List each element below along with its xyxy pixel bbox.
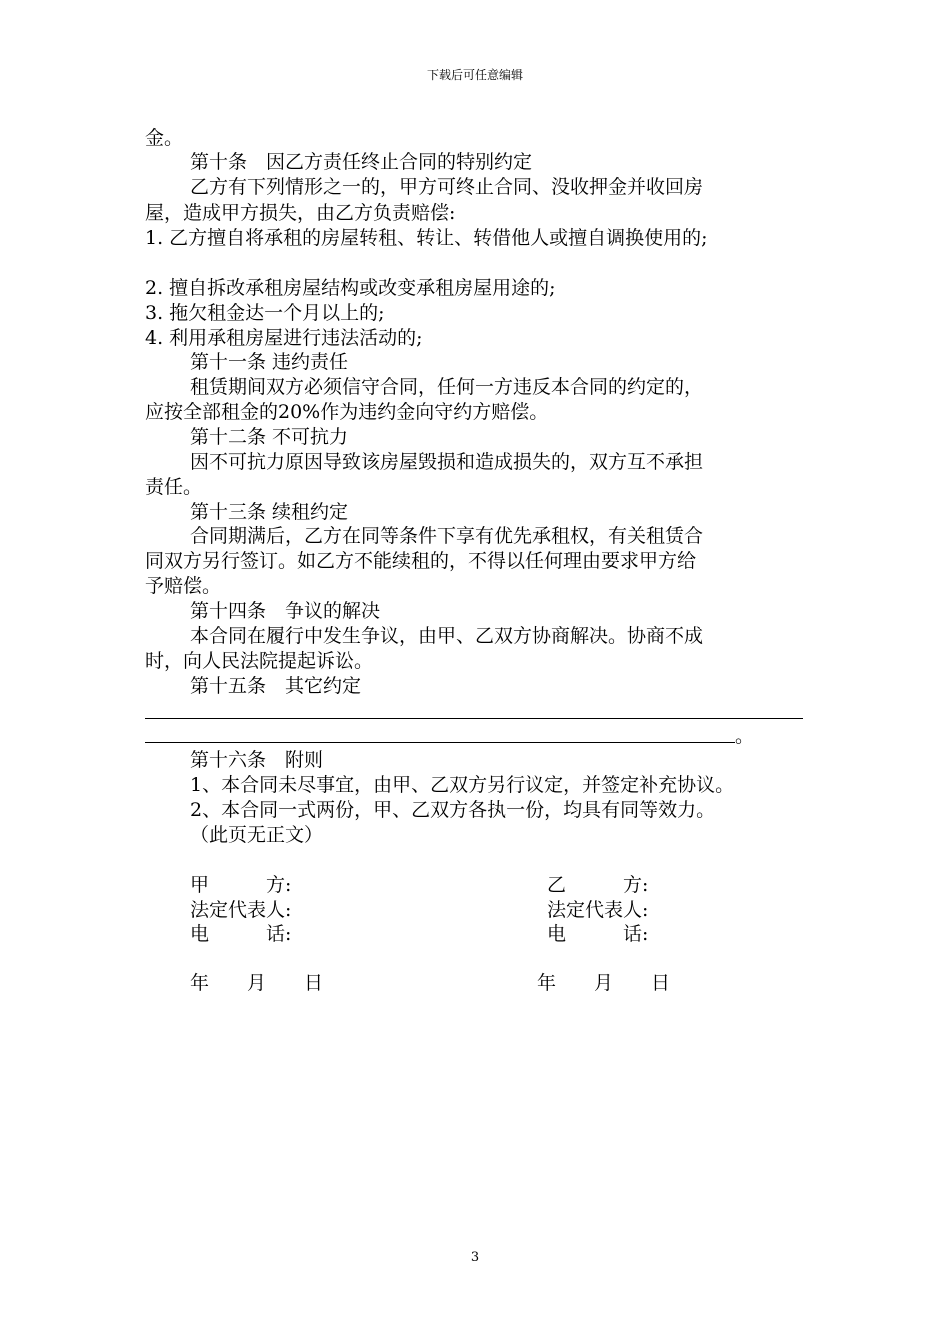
- party-a-phone-label: 电 话:: [190, 923, 292, 945]
- article-13-heading: 第十三条 续租约定: [190, 501, 349, 523]
- text-line: 时，向人民法院提起诉讼。: [145, 650, 374, 672]
- page-header: 下载后可任意编辑: [426, 68, 523, 82]
- party-b-phone-label: 电 话:: [547, 923, 649, 945]
- blank-fill-line: [145, 742, 735, 743]
- party-a-label: 甲 方:: [190, 874, 292, 896]
- no-text-note: （此页无正文）: [190, 824, 324, 846]
- article-14-heading: 第十四条 争议的解决: [190, 600, 381, 622]
- text-line: 金。: [145, 127, 184, 149]
- page-number: 3: [470, 1250, 480, 1265]
- party-a-rep-label: 法定代表人:: [190, 899, 292, 921]
- list-item: 3. 拖欠租金达一个月以上的;: [145, 302, 385, 324]
- blank-fill-line: [145, 718, 803, 719]
- list-item: 4. 利用承租房屋进行违法活动的;: [145, 327, 423, 349]
- party-b-rep-label: 法定代表人:: [547, 899, 649, 921]
- text-line: 应按全部租金的20%作为违约金向守约方赔偿。: [145, 401, 549, 423]
- text-line: 2、本合同一式两份，甲、乙双方各执一份，均具有同等效力。: [190, 799, 716, 821]
- text-line: 予赔偿。: [145, 575, 222, 597]
- list-item: 2. 擅自拆改承租房屋结构或改变承租房屋用途的;: [145, 277, 556, 299]
- party-b-label: 乙 方:: [547, 874, 649, 896]
- article-10-heading: 第十条 因乙方责任终止合同的特别约定: [190, 151, 533, 173]
- text-line: 乙方有下列情形之一的，甲方可终止合同、没收押金并收回房: [190, 176, 704, 198]
- party-b-date-label: 年 月 日: [537, 972, 671, 994]
- party-a-date-label: 年 月 日: [190, 972, 324, 994]
- article-11-heading: 第十一条 违约责任: [190, 351, 349, 373]
- article-12-heading: 第十二条 不可抗力: [190, 426, 349, 448]
- text-line: 同双方另行签订。如乙方不能续租的，不得以任何理由要求甲方给: [145, 550, 697, 572]
- text-line: 屋，造成甲方损失，由乙方负责赔偿:: [145, 202, 456, 224]
- article-16-heading: 第十六条 附则: [190, 749, 324, 771]
- text-line: 。: [735, 725, 755, 747]
- text-line: 1、本合同未尽事宜，由甲、乙双方另行议定，并签定补充协议。: [190, 774, 735, 796]
- text-line: 责任。: [145, 476, 203, 498]
- text-line: 合同期满后，乙方在同等条件下享有优先承租权，有关租赁合: [190, 525, 704, 547]
- text-line: 租赁期间双方必须信守合同，任何一方违反本合同的约定的，: [190, 376, 704, 398]
- text-line: 因不可抗力原因导致该房屋毁损和造成损失的，双方互不承担: [190, 451, 704, 473]
- list-item: 1. 乙方擅自将承租的房屋转租、转让、转借他人或擅自调换使用的;: [145, 227, 708, 249]
- article-15-heading: 第十五条 其它约定: [190, 675, 362, 697]
- text-line: 本合同在履行中发生争议，由甲、乙双方协商解决。协商不成: [190, 625, 704, 647]
